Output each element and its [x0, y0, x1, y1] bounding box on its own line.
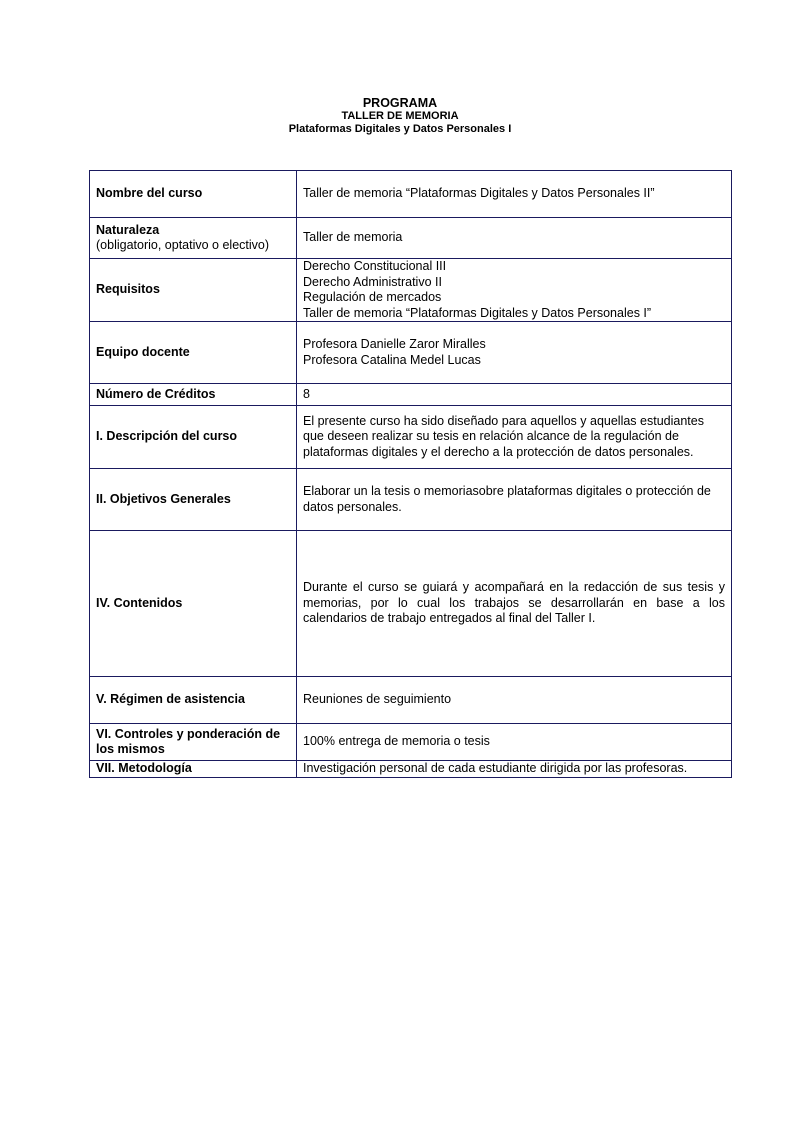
label-metodologia: VII. Metodología: [90, 761, 297, 778]
value-metodologia: Investigación personal de cada estudiante dirigida por las profesoras.: [297, 761, 732, 778]
value-regimen: Reuniones de seguimiento: [297, 677, 732, 724]
label-naturaleza: [90, 218, 297, 259]
document-header: [0, 96, 800, 136]
value-nombre: Taller de memoria “Plataformas Digitales y Datos Personales II”: [297, 171, 732, 218]
value-requisitos: [297, 259, 732, 322]
label-naturaleza-sub: (obligatorio, optativo o electivo): [96, 238, 270, 252]
row-descripcion: [90, 406, 732, 469]
requisito-item: Regulación de mercados: [303, 290, 442, 304]
label-creditos: Número de Créditos: [90, 384, 297, 406]
docente-item: Profesora Danielle Zaror Miralles: [303, 337, 486, 351]
document-course-name: Plataformas Digitales y Datos Personales I: [288, 123, 512, 135]
value-naturaleza: Taller de memoria: [297, 218, 732, 259]
row-metodologia: [90, 761, 732, 778]
label-regimen: V. Régimen de asistencia: [90, 677, 297, 724]
row-creditos: [90, 384, 732, 406]
docente-item: Profesora Catalina Medel Lucas: [303, 352, 481, 367]
value-creditos: 8: [297, 384, 732, 406]
row-nombre: [90, 171, 732, 218]
label-equipo: Equipo docente: [90, 322, 297, 384]
value-objetivos: Elaborar un la tesis o memoriasobre plataformas digitales o protección de datos personales.: [297, 469, 732, 531]
document-subtitle: TALLER DE MEMORIA: [341, 110, 459, 122]
row-regimen: [90, 677, 732, 724]
requisito-item: Taller de memoria “Plataformas Digitales y Datos Personales I”: [303, 305, 652, 320]
row-equipo: [90, 322, 732, 384]
row-controles: [90, 724, 732, 761]
row-objetivos: [90, 469, 732, 531]
requisito-item: Derecho Administrativo II: [303, 274, 442, 289]
document-title: PROGRAMA: [362, 96, 438, 110]
label-descripcion: I. Descripción del curso: [90, 406, 297, 469]
label-contenidos: IV. Contenidos: [90, 531, 297, 677]
value-contenidos: Durante el curso se guiará y acompañará en la redacción de sus tesis y memorias, por lo cual los trabajos se desarrollarán en base a los calendarios de trabajo entregados al final del Taller I.: [297, 531, 732, 677]
row-naturaleza: [90, 218, 732, 259]
value-descripcion: El presente curso ha sido diseñado para aquellos y aquellas estudiantes que deseen realizar su tesis en relación alcance de la regulación de plataformas digitales y el derecho a la protección de datos personales.: [297, 406, 732, 469]
label-objetivos: II. Objetivos Generales: [90, 469, 297, 531]
requisito-item: Derecho Constitucional III: [303, 259, 447, 273]
label-naturaleza-title: Naturaleza: [96, 222, 160, 237]
program-table: [89, 170, 732, 778]
row-requisitos: [90, 259, 732, 322]
value-equipo: [297, 322, 732, 384]
label-requisitos: Requisitos: [90, 259, 297, 322]
value-controles: 100% entrega de memoria o tesis: [297, 724, 732, 761]
label-controles: VI. Controles y ponderación de los mismos: [90, 724, 297, 761]
row-contenidos: [90, 531, 732, 677]
label-nombre: Nombre del curso: [90, 171, 297, 218]
